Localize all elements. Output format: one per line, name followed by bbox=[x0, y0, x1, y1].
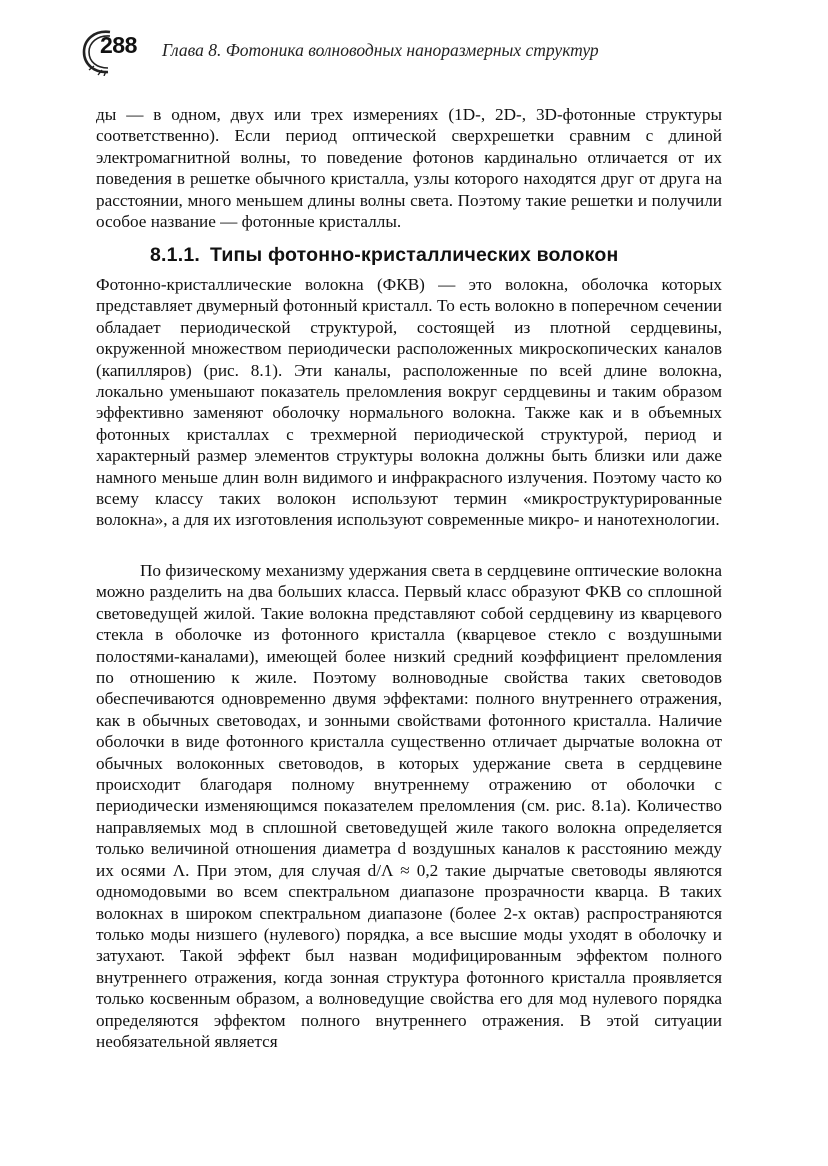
paragraph-3-text: По физическому механизму удержания света в сердцевине оптические волокна можно разделить на два больших класса. Первый класс образуют ФКВ со сплошной световедущей жилой. Такие волокна представляют собой сердцевину из кварцевого стекла в оболочке из фотонного кристалла (кварцевое стекло с воздушными полостями-каналами), имеющей более низкий средний коэффициент преломления по отношению к жиле. Поэтому волноводные свойства таких световодов обеспечиваются одновременно двумя эффектами: полного внутреннего отражения, как в обычных световодах, и зонными свойствами фотонного кристалла. Наличие оболочки в виде фотонного кристалла существенно отличает дырчатые волокна от обычных волоконных световодов, в которых удержание света в сердцевине происходит благодаря полному внутреннему отражению от оболочки с периодически изменяющимся показателем преломления (см. рис. 8.1а). Количество направляемых мод в сплошной световедущей жиле такого волокна определяется только величиной отношения диаметра d воздушных каналов к расстоянию между их осями Λ. При этом, для случая d/Λ ≈ 0,2 такие дырчатые световоды являются одномодовыми во всем спектральном диапазоне прозрачности кварца. В таких волокнах в широком спектральном диапазоне (более 2-х октав) распространяются только моды низшего (нулевого) порядка, а все высшие моды уходят в оболочку и затухают. Такой эффект был назван модифицированным эффектом полного внутреннего отражения, когда зонная структура фотонного кристалла проявляется только косвенным образом, а волноведущие свойства его для мод нулевого порядка определяются эффектом полного внутреннего отражения. В этой ситуации необязательной является bbox=[96, 561, 722, 1051]
paragraph-2 bbox=[96, 274, 722, 531]
paragraph-1-text: ды — в одном, двух или трех измерениях (1D-, 2D-, 3D-фотонные структуры соответственно). Если период оптической сверхрешетки сравним с длиной электромагнитной волны, то поведение фотонов кардинально отличается от их поведения в решетке обычного кристалла, узлы которого находятся друг от друга на расстоянии, много меньшем длины волны света. Поэтому такие решетки и получили особое название — фотонные кристаллы. bbox=[96, 105, 722, 232]
page-header bbox=[80, 26, 720, 76]
section-number: 8.1.1. bbox=[150, 244, 200, 266]
page-number: 288 bbox=[100, 32, 137, 58]
paragraph-3 bbox=[96, 560, 722, 1052]
section-title: Типы фотонно-кристаллических волокон bbox=[210, 244, 619, 266]
running-head: Глава 8. Фотоника волноводных наноразмерных структур bbox=[162, 40, 599, 60]
paragraph-1 bbox=[96, 104, 722, 232]
section-heading bbox=[150, 244, 618, 267]
paragraph-2-text: Фотонно-кристаллические волокна (ФКВ) — это волокна, оболочка которых представляет двумерный фотонный кристалл. То есть волокно в поперечном сечении обладает периодической структурой, состоящей из плотной сердцевины, окруженной множеством периодически расположенных микроскопических каналов (капилляров) (рис. 8.1). Эти каналы, расположенные по всей длине волокна, локально уменьшают показатель преломления вокруг сердцевины и таким образом эффективно заменяют оболочку нормального волокна. Также как и в объемных фотонных кристаллах с трехмерной периодической структурой, период и характерный размер элементов структуры волокна должны быть близки или даже намного меньше длин волн видимого и инфракрасного излучения. Поэтому часто ко всему классу таких волокон используют термин «микроструктурированные волокна», а для их изготовления используют современные микро- и нанотехнологии. bbox=[96, 275, 722, 530]
